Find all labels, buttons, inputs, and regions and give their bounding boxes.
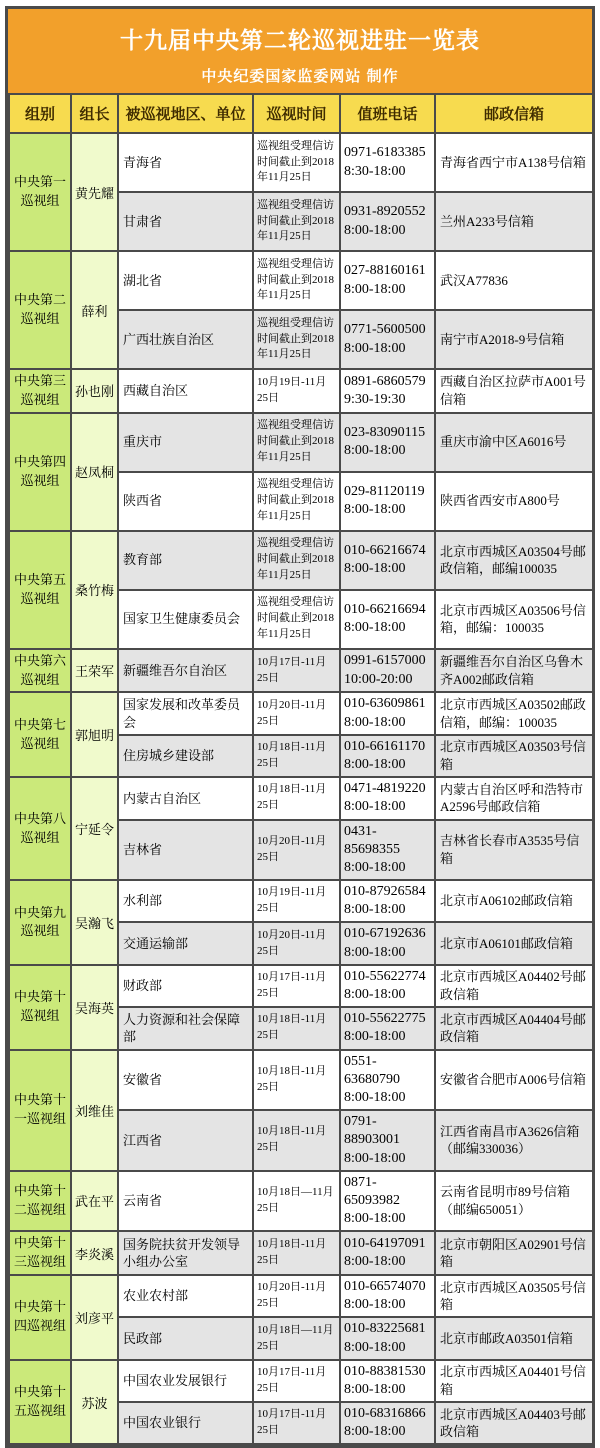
mailbox-cell: 新疆维吾尔自治区乌鲁木齐A002邮政信箱 <box>435 649 593 693</box>
mailbox-cell: 北京市朝阳区A02901号信箱 <box>435 1231 593 1275</box>
duty-hours: 8:00-18:00 <box>344 1211 406 1227</box>
group-name-cell: 中央第六巡视组 <box>9 649 71 693</box>
unit-cell: 教育部 <box>118 531 253 590</box>
phone-number: 0971-6183385 <box>344 145 426 161</box>
leader-name-cell: 王荣军 <box>71 649 118 693</box>
group-name-cell: 中央第四巡视组 <box>9 413 71 531</box>
time-cell: 10月20日-11月25日 <box>253 1275 340 1317</box>
duty-hours: 8:00-18:00 <box>344 987 406 1002</box>
phone-cell <box>340 1007 435 1049</box>
mailbox-cell: 北京市A06101邮政信箱 <box>435 922 593 964</box>
unit-cell: 吉林省 <box>118 820 253 881</box>
time-cell: 10月19日-11月25日 <box>253 369 340 413</box>
time-cell: 10月18日-11月25日 <box>253 735 340 777</box>
col-header-mailbox: 邮政信箱 <box>435 94 593 133</box>
duty-hours: 8:00-18:00 <box>344 714 406 730</box>
unit-cell: 青海省 <box>118 133 253 192</box>
duty-hours: 8:00-18:00 <box>344 1089 406 1105</box>
leader-name-cell: 李炎溪 <box>71 1231 118 1275</box>
group-name-cell: 中央第八巡视组 <box>9 777 71 880</box>
phone-number: 0771-5600500 <box>344 322 426 338</box>
unit-cell: 中国农业银行 <box>118 1402 253 1444</box>
phone-number: 029-81120119 <box>344 484 425 499</box>
duty-hours: 8:00-18:00 <box>344 1029 406 1045</box>
phone-cell <box>340 133 435 192</box>
group-name-cell: 中央第二巡视组 <box>9 251 71 369</box>
unit-cell: 农业农村部 <box>118 1275 253 1317</box>
phone-cell <box>340 1110 435 1171</box>
time-cell: 巡视组受理信访时间截止到2018年11月25日 <box>253 310 340 369</box>
phone-cell <box>340 1275 435 1317</box>
column-header-row <box>9 94 593 133</box>
time-cell: 10月18日-11月25日 <box>253 1050 340 1111</box>
col-header-group: 组别 <box>9 94 71 133</box>
unit-cell: 陕西省 <box>118 472 253 531</box>
col-header-unit: 被巡视地区、单位 <box>118 94 253 133</box>
time-cell: 10月20日-11月25日 <box>253 820 340 881</box>
duty-hours: 8:00-18:00 <box>344 340 406 356</box>
duty-hours: 8:00-18:00 <box>344 859 406 875</box>
phone-cell <box>340 590 435 649</box>
table-row <box>9 531 593 590</box>
phone-number: 010-66161170 <box>344 738 426 754</box>
time-cell: 10月17日-11月25日 <box>253 965 340 1007</box>
phone-cell <box>340 922 435 964</box>
leader-name-cell: 苏波 <box>71 1360 118 1445</box>
mailbox-cell: 江西省南昌市A3626信箱（邮编330036） <box>435 1110 593 1171</box>
table-row <box>9 649 593 693</box>
mailbox-cell: 北京市西城区A03506号信箱，邮编：100035 <box>435 590 593 649</box>
phone-number: 027-88160161 <box>344 263 426 279</box>
unit-cell: 广西壮族自治区 <box>118 310 253 369</box>
mailbox-cell: 北京市西城区A03503号信箱 <box>435 735 593 777</box>
phone-cell <box>340 735 435 777</box>
table-row <box>9 1275 593 1317</box>
phone-cell <box>340 777 435 819</box>
leader-name-cell: 刘维佳 <box>71 1050 118 1171</box>
group-name-cell: 中央第十一巡视组 <box>9 1050 71 1171</box>
mailbox-cell: 安徽省合肥市A006号信箱 <box>435 1050 593 1111</box>
time-cell: 巡视组受理信访时间截止到2018年11月25日 <box>253 413 340 472</box>
unit-cell: 财政部 <box>118 965 253 1007</box>
mailbox-cell: 北京市邮政A03501信箱 <box>435 1317 593 1359</box>
unit-cell: 湖北省 <box>118 251 253 310</box>
time-cell: 10月18日-11月25日 <box>253 1007 340 1049</box>
unit-cell: 新疆维吾尔自治区 <box>118 649 253 693</box>
unit-cell: 住房城乡建设部 <box>118 735 253 777</box>
col-header-leader: 组长 <box>71 94 118 133</box>
duty-hours: 8:00-18:00 <box>344 799 406 815</box>
table-row <box>9 1231 593 1275</box>
phone-cell <box>340 1171 435 1232</box>
duty-hours: 8:00-18:00 <box>344 620 406 636</box>
time-cell: 巡视组受理信访时间截止到2018年11月25日 <box>253 531 340 590</box>
group-name-cell: 中央第七巡视组 <box>9 692 71 777</box>
col-header-phone: 值班电话 <box>340 94 435 133</box>
phone-cell <box>340 192 435 251</box>
phone-cell <box>340 531 435 590</box>
phone-number: 010-83225681 <box>344 1321 426 1337</box>
phone-number: 0891-6860579 <box>344 373 426 389</box>
phone-number: 010-66216674 <box>344 543 426 558</box>
masthead <box>8 9 592 93</box>
phone-cell <box>340 820 435 881</box>
time-cell: 10月18日-11月25日 <box>253 1110 340 1171</box>
duty-hours: 8:00-18:00 <box>344 1254 406 1270</box>
unit-cell: 国家发展和改革委员会 <box>118 692 253 734</box>
phone-cell <box>340 1402 435 1444</box>
unit-cell: 中国农业发展银行 <box>118 1360 253 1402</box>
mailbox-cell: 西藏自治区拉萨市A001号信箱 <box>435 369 593 413</box>
duty-hours: 8:00-18:00 <box>344 944 406 960</box>
page-subtitle: 中央纪委国家监委网站 制作 <box>201 68 399 85</box>
leader-name-cell: 桑竹梅 <box>71 531 118 649</box>
phone-cell <box>340 965 435 1007</box>
phone-cell <box>340 369 435 413</box>
time-cell: 巡视组受理信访时间截止到2018年11月25日 <box>253 133 340 192</box>
mailbox-cell: 青海省西宁市A138号信箱 <box>435 133 593 192</box>
duty-hours: 10:00-20:00 <box>344 671 413 687</box>
unit-cell: 甘肃省 <box>118 192 253 251</box>
table-row <box>9 413 593 472</box>
inspection-table <box>8 93 594 1445</box>
leader-name-cell: 郭旭明 <box>71 692 118 777</box>
leader-name-cell: 孙也刚 <box>71 369 118 413</box>
phone-number: 010-68316866 <box>344 1406 426 1422</box>
leader-name-cell: 赵凤桐 <box>71 413 118 531</box>
time-cell: 10月18日-11月25日 <box>253 777 340 819</box>
duty-hours: 8:00-18:00 <box>344 1424 406 1440</box>
group-name-cell: 中央第九巡视组 <box>9 880 71 965</box>
time-cell: 巡视组受理信访时间截止到2018年11月25日 <box>253 472 340 531</box>
unit-cell: 民政部 <box>118 1317 253 1359</box>
mailbox-cell: 北京市西城区A03504号邮政信箱，邮编100035 <box>435 531 593 590</box>
phone-cell <box>340 1317 435 1359</box>
table-row <box>9 692 593 734</box>
table-row <box>9 1360 593 1402</box>
inspection-table-body <box>9 133 593 1444</box>
phone-number: 0551-63680790 <box>344 1053 400 1087</box>
leader-name-cell: 宁延令 <box>71 777 118 880</box>
unit-cell: 安徽省 <box>118 1050 253 1111</box>
leader-name-cell: 吴瀚飞 <box>71 880 118 965</box>
phone-cell <box>340 1231 435 1275</box>
duty-hours: 8:00-18:00 <box>344 222 406 238</box>
mailbox-cell: 武汉A77836 <box>435 251 593 310</box>
phone-cell <box>340 251 435 310</box>
col-header-time: 巡视时间 <box>253 94 340 133</box>
phone-number: 010-55622775 <box>344 1011 426 1027</box>
mailbox-cell: 云南省昆明市89号信箱（邮编650051） <box>435 1171 593 1232</box>
mailbox-cell: 重庆市渝中区A6016号 <box>435 413 593 472</box>
phone-number: 010-67192636 <box>344 926 426 942</box>
phone-number: 010-66216694 <box>344 602 426 617</box>
phone-number: 0791-88903001 <box>344 1114 400 1148</box>
inspection-infographic <box>5 6 595 1448</box>
leader-name-cell: 吴海英 <box>71 965 118 1050</box>
time-cell: 10月18日-11月25日 <box>253 1231 340 1275</box>
unit-cell: 云南省 <box>118 1171 253 1232</box>
phone-number: 010-55622774 <box>344 968 426 984</box>
phone-cell <box>340 310 435 369</box>
leader-name-cell: 薛利 <box>71 251 118 369</box>
table-row <box>9 1050 593 1111</box>
phone-number: 010-66574070 <box>344 1278 426 1294</box>
time-cell: 10月20日-11月25日 <box>253 922 340 964</box>
mailbox-cell: 北京市西城区A03502邮政信箱，邮编：100035 <box>435 692 593 734</box>
mailbox-cell: 南宁市A2018-9号信箱 <box>435 310 593 369</box>
duty-hours: 8:00-18:00 <box>344 756 406 772</box>
phone-cell <box>340 472 435 531</box>
duty-hours: 8:00-18:00 <box>344 443 406 459</box>
mailbox-cell: 北京市西城区A04402号邮政信箱 <box>435 965 593 1007</box>
phone-number: 010-88381530 <box>344 1363 426 1379</box>
mailbox-cell: 北京市西城区A04401号信箱 <box>435 1360 593 1402</box>
duty-hours: 8:00-18:00 <box>344 1381 406 1397</box>
phone-cell <box>340 692 435 734</box>
duty-hours: 8:30-18:00 <box>344 163 406 179</box>
duty-hours: 8:00-18:00 <box>344 1150 406 1166</box>
time-cell: 10月20日-11月25日 <box>253 692 340 734</box>
unit-cell: 国家卫生健康委员会 <box>118 590 253 649</box>
duty-hours: 9:30-19:30 <box>344 391 406 407</box>
phone-cell <box>340 880 435 922</box>
time-cell: 巡视组受理信访时间截止到2018年11月25日 <box>253 251 340 310</box>
duty-hours: 8:00-18:00 <box>344 1339 406 1355</box>
leader-name-cell: 武在平 <box>71 1171 118 1232</box>
unit-cell: 内蒙古自治区 <box>118 777 253 819</box>
table-row <box>9 369 593 413</box>
unit-cell: 重庆市 <box>118 413 253 472</box>
phone-number: 010-87926584 <box>344 884 426 900</box>
phone-cell <box>340 413 435 472</box>
unit-cell: 江西省 <box>118 1110 253 1171</box>
phone-number: 023-83090115 <box>344 425 426 440</box>
time-cell: 10月17日-11月25日 <box>253 1360 340 1402</box>
mailbox-cell: 吉林省长春市A3535号信箱 <box>435 820 593 881</box>
time-cell: 10月17日-11月25日 <box>253 1402 340 1444</box>
unit-cell: 水利部 <box>118 880 253 922</box>
group-name-cell: 中央第十二巡视组 <box>9 1171 71 1232</box>
phone-cell <box>340 1050 435 1111</box>
page-title: 十九届中央第二轮巡视进驻一览表 <box>120 27 480 53</box>
duty-hours: 8:00-18:00 <box>344 561 406 577</box>
phone-number: 0991-6157000 <box>344 653 426 669</box>
phone-number: 0431-85698355 <box>344 823 400 857</box>
time-cell: 10月18日—11月25日 <box>253 1317 340 1359</box>
time-cell: 巡视组受理信访时间截止到2018年11月25日 <box>253 590 340 649</box>
phone-number: 0931-8920552 <box>344 204 426 220</box>
mailbox-cell: 北京市西城区A03505号信箱 <box>435 1275 593 1317</box>
group-name-cell: 中央第十五巡视组 <box>9 1360 71 1445</box>
phone-number: 010-63609861 <box>344 696 426 712</box>
duty-hours: 8:00-18:00 <box>344 1297 406 1313</box>
phone-number: 010-64197091 <box>344 1235 426 1251</box>
table-row <box>9 1171 593 1232</box>
table-row <box>9 251 593 310</box>
phone-number: 0471-4819220 <box>344 781 426 797</box>
mailbox-cell: 北京市西城区A04403号邮政信箱 <box>435 1402 593 1444</box>
mailbox-cell: 北京市A06102邮政信箱 <box>435 880 593 922</box>
mailbox-cell: 兰州A233号信箱 <box>435 192 593 251</box>
group-name-cell: 中央第十三巡视组 <box>9 1231 71 1275</box>
unit-cell: 西藏自治区 <box>118 369 253 413</box>
mailbox-cell: 内蒙古自治区呼和浩特市A2596号邮政信箱 <box>435 777 593 819</box>
unit-cell: 国务院扶贫开发领导小组办公室 <box>118 1231 253 1275</box>
leader-name-cell: 黄先耀 <box>71 133 118 251</box>
unit-cell: 人力资源和社会保障部 <box>118 1007 253 1049</box>
mailbox-cell: 北京市西城区A04404号邮政信箱 <box>435 1007 593 1049</box>
duty-hours: 8:00-18:00 <box>344 281 406 297</box>
group-name-cell: 中央第五巡视组 <box>9 531 71 649</box>
phone-number: 0871-65093982 <box>344 1174 400 1208</box>
phone-cell <box>340 649 435 693</box>
time-cell: 巡视组受理信访时间截止到2018年11月25日 <box>253 192 340 251</box>
table-row <box>9 777 593 819</box>
table-row <box>9 880 593 922</box>
phone-cell <box>340 1360 435 1402</box>
time-cell: 10月19日-11月25日 <box>253 880 340 922</box>
group-name-cell: 中央第十巡视组 <box>9 965 71 1050</box>
group-name-cell: 中央第一巡视组 <box>9 133 71 251</box>
mailbox-cell: 陕西省西安市A800号 <box>435 472 593 531</box>
table-row <box>9 965 593 1007</box>
duty-hours: 8:00-18:00 <box>344 902 406 918</box>
group-name-cell: 中央第十四巡视组 <box>9 1275 71 1360</box>
time-cell: 10月17日-11月25日 <box>253 649 340 693</box>
table-row <box>9 133 593 192</box>
time-cell: 10月18日—11月25日 <box>253 1171 340 1232</box>
leader-name-cell: 刘彦平 <box>71 1275 118 1360</box>
group-name-cell: 中央第三巡视组 <box>9 369 71 413</box>
unit-cell: 交通运输部 <box>118 922 253 964</box>
duty-hours: 8:00-18:00 <box>344 502 406 518</box>
